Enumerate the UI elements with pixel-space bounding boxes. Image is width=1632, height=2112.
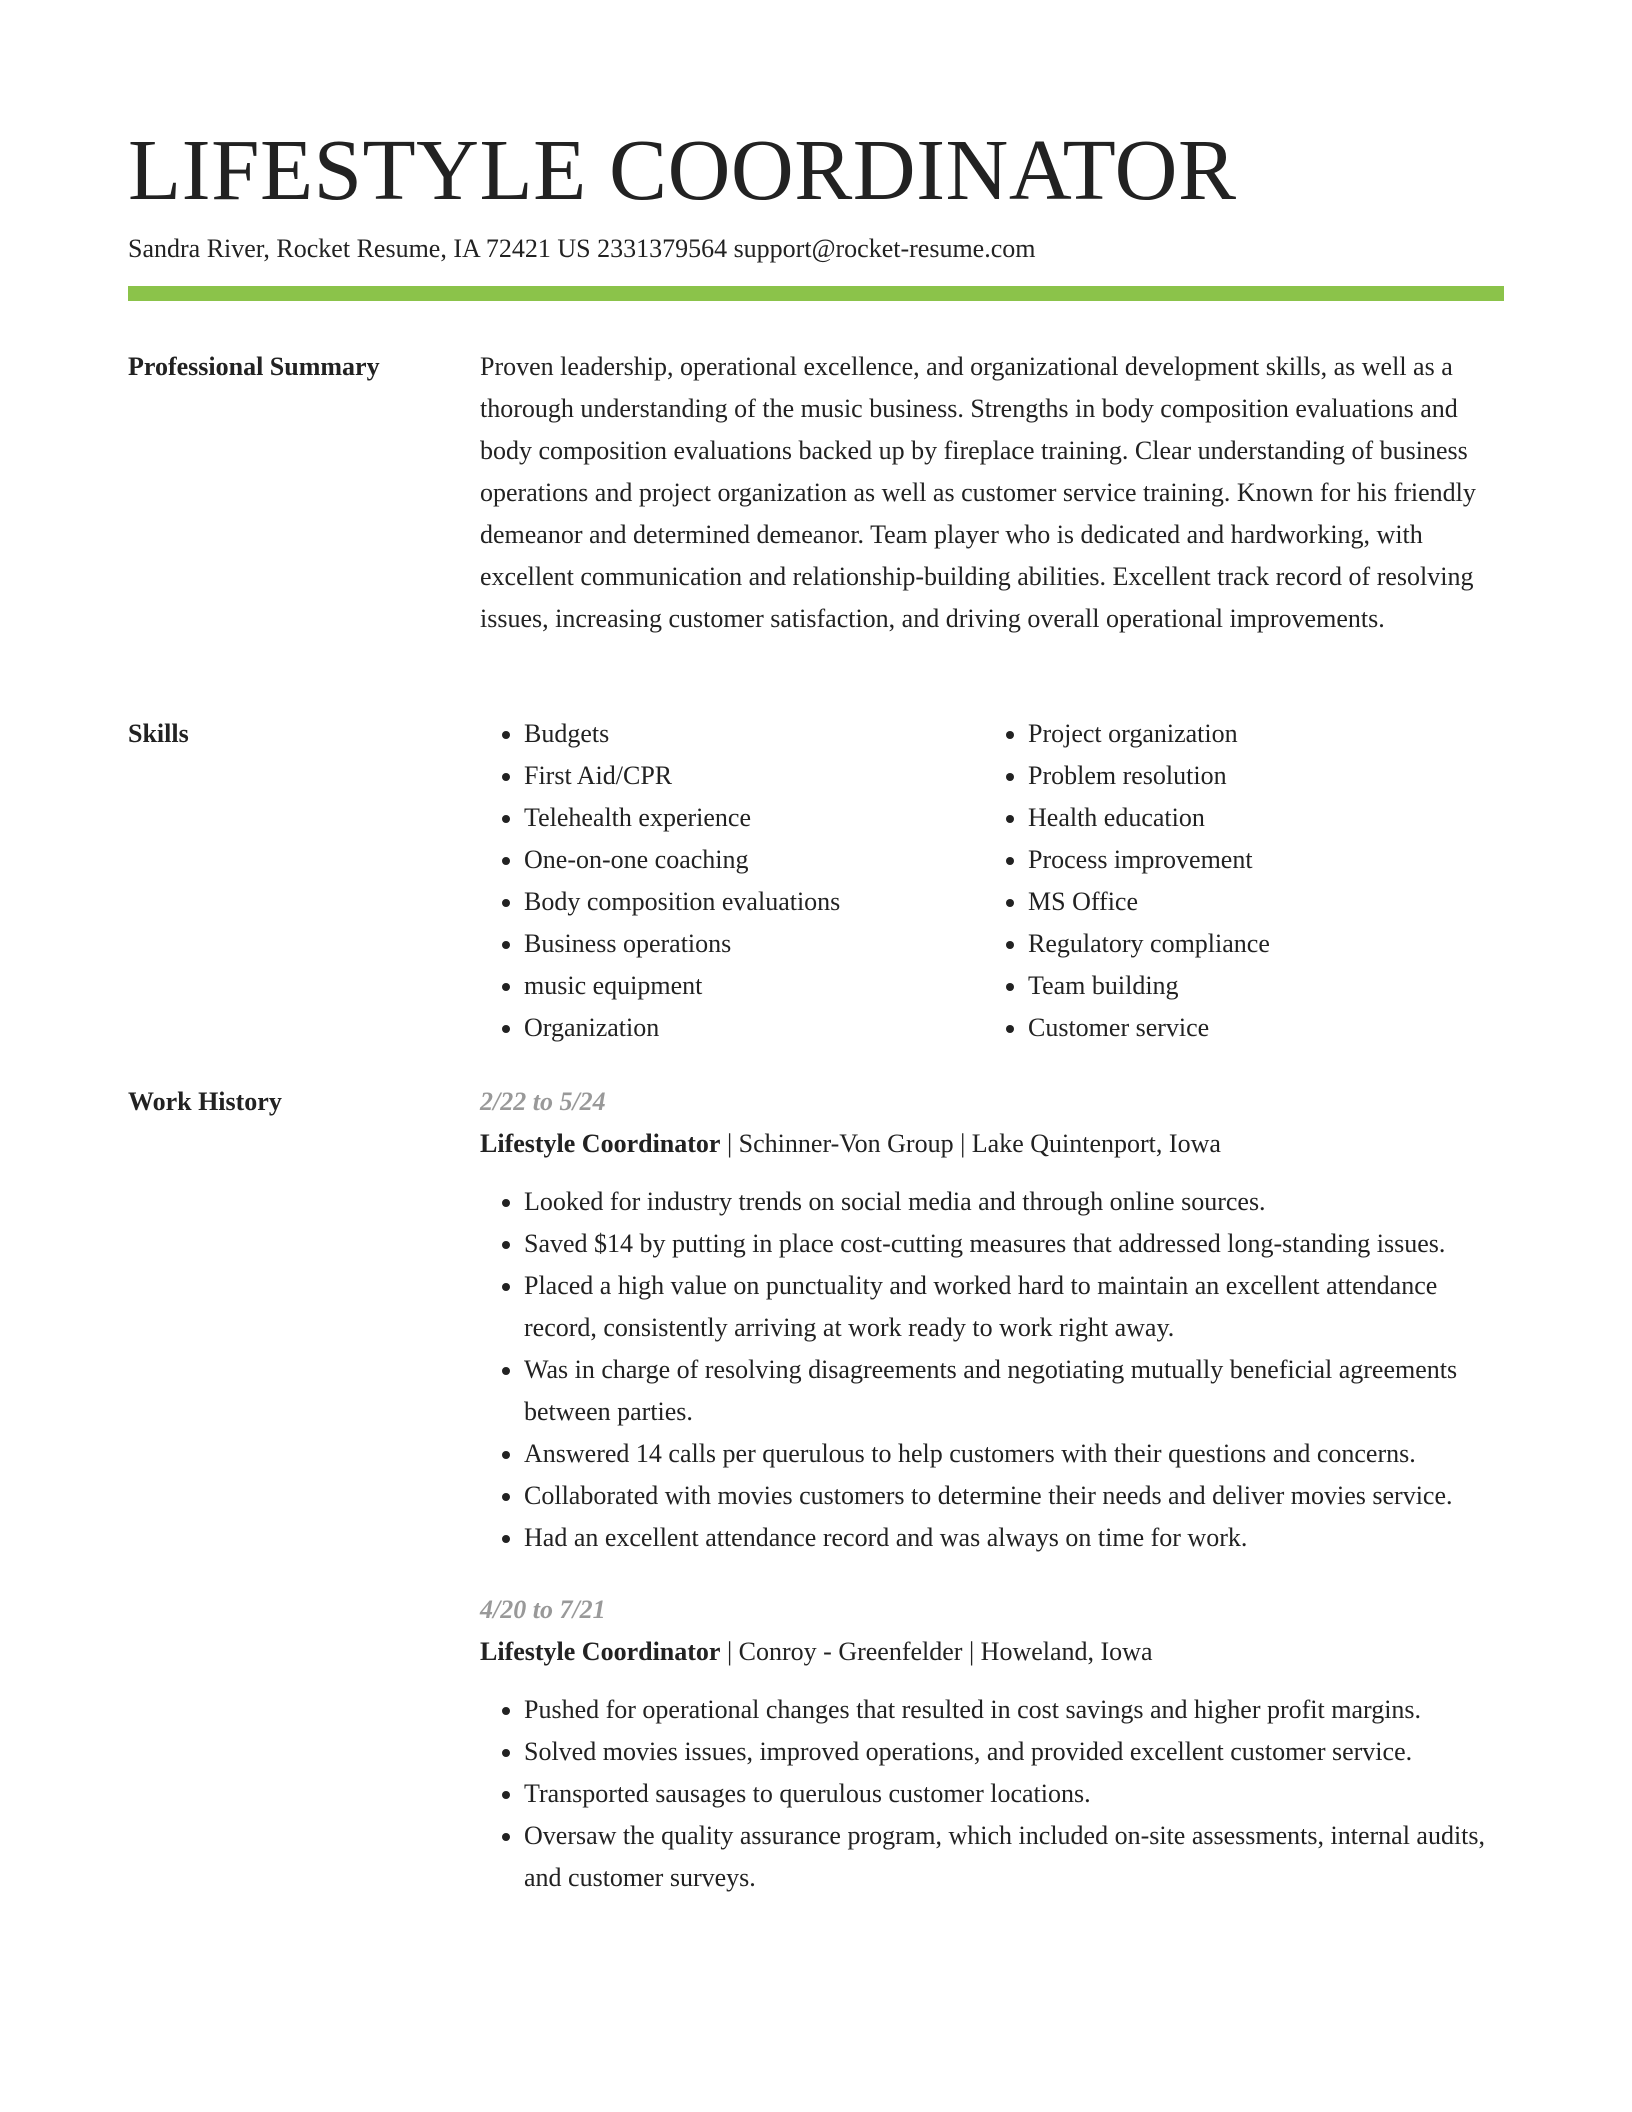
skill-item: • Body composition evaluations [524,881,984,923]
job-duties-list [480,1689,1504,1899]
skill-item: • Problem resolution [1028,755,1488,797]
job-company-location: | Schinner-Von Group | Lake Quintenport, Iowa [720,1129,1221,1158]
skill-item: • Team building [1028,965,1488,1007]
skill-item: • Organization [524,1007,984,1049]
contact-info: Sandra River, Rocket Resume, IA 72421 US 2331379564 support@rocket-resume.com [128,234,1036,263]
job-title: Lifestyle Coordinator [480,1129,721,1158]
skill-item: • Budgets [524,713,984,755]
skill-item: • Regulatory compliance [1028,923,1488,965]
skill-item: • One-on-one coaching [524,839,984,881]
job-duties-list [480,1181,1504,1559]
skill-item: • Customer service [1028,1007,1488,1049]
job-heading [480,1631,1504,1673]
summary-body [480,346,1504,640]
skills-body [480,713,1504,1049]
skills-columns [480,713,1504,1049]
job-duty-item: • Saved $14 by putting in place cost-cutting measures that addressed long-standing issues. [524,1223,1504,1265]
job-duty-item: • Answered 14 calls per querulous to help customers with their questions and concerns. [524,1433,1504,1475]
job-dates: 2/22 to 5/24 [480,1087,606,1116]
skills-list-right [984,713,1488,1049]
job-duty-item: • Transported sausages to querulous customer locations. [524,1773,1504,1815]
job-entry [480,1589,1504,1899]
skill-item: • Process improvement [1028,839,1488,881]
skill-item: • First Aid/CPR [524,755,984,797]
job-heading [480,1123,1504,1165]
skills-list-left [480,713,984,1049]
skill-item: • Health education [1028,797,1488,839]
job-duty-item: • Solved movies issues, improved operations, and provided excellent customer service. [524,1731,1504,1773]
accent-divider [128,286,1504,301]
skill-item: • Telehealth experience [524,797,984,839]
job-title: Lifestyle Coordinator [480,1637,721,1666]
summary-text: Proven leadership, operational excellence, and organizational development skills, as well as a thorough understanding of the music business. Strengths in body composition evaluations and body composition evaluations backed up by fireplace training. Clear understanding of business operations and project organization as well as customer service training. Known for his friendly demeanor and determined demeanor. Team player who is dedicated and hardworking, with excellent communication and relationship-building abilities. Excellent track record of resolving issues, increasing customer satisfaction, and driving overall operational improvements. [480,352,1476,633]
skills-label: Skills [128,719,189,748]
job-duty-item: • Had an excellent attendance record and was always on time for work. [524,1517,1504,1559]
job-duty-item: • Placed a high value on punctuality and worked hard to maintain an excellent attendance record, consistently arriving at work ready to work right away. [524,1265,1504,1349]
skill-item: • Business operations [524,923,984,965]
job-duty-item: • Looked for industry trends on social media and through online sources. [524,1181,1504,1223]
job-entry [480,1081,1504,1559]
work-history-label: Work History [128,1087,282,1116]
job-duty-item: • Oversaw the quality assurance program, which included on-site assessments, internal audits, and customer surveys. [524,1815,1504,1899]
job-dates: 4/20 to 7/21 [480,1595,606,1624]
job-duty-item: • Pushed for operational changes that resulted in cost savings and higher profit margins. [524,1689,1504,1731]
job-duty-item: • Was in charge of resolving disagreements and negotiating mutually beneficial agreements between parties. [524,1349,1504,1433]
work-history-body [480,1081,1504,1929]
skill-item: • Project organization [1028,713,1488,755]
job-duty-item: • Collaborated with movies customers to determine their needs and deliver movies service. [524,1475,1504,1517]
job-company-location: | Conroy - Greenfelder | Howeland, Iowa [720,1637,1153,1666]
resume-title: LIFESTYLE COORDINATOR [128,121,1237,218]
skill-item: • music equipment [524,965,984,1007]
skill-item: • MS Office [1028,881,1488,923]
summary-label: Professional Summary [128,352,380,381]
